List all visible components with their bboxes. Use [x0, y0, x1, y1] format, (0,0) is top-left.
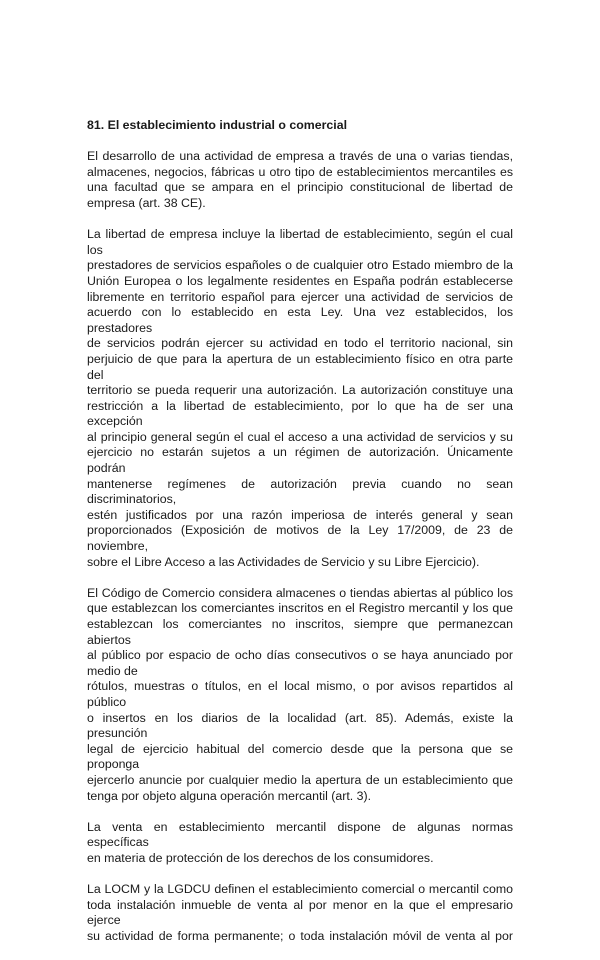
- paragraph: [87, 227, 513, 570]
- text-line: al público por espacio de ocho días consecutivos o se haya anunciado por: [87, 648, 513, 663]
- text-line: mantenerse regímenes de autorización previa cuando no sean discriminatorios,: [87, 476, 513, 507]
- text-line: perjuicio de que para la apertura de un establecimiento físico en otra parte del: [87, 351, 513, 382]
- paragraph: [87, 149, 513, 211]
- text-line: El Código de Comercio considera almacenes o tiendas abiertas al público los: [87, 585, 513, 600]
- paragraph-container: [87, 149, 513, 944]
- text-line: o insertos en los diarios de la localidad (art. 85). Además, existe la presunción: [87, 710, 513, 741]
- text-line: al principio general según el cual el acceso a una actividad de servicios y su: [87, 429, 513, 444]
- text-line: La LOCM y la LGDCU definen el establecimiento comercial o mercantil como: [87, 882, 513, 897]
- text-line: almacenes, negocios, fábricas u otro tipo de establecimientos mercantiles es: [87, 164, 513, 179]
- text-line: El desarrollo de una actividad de empresa a través de una o varias tiendas,: [87, 149, 513, 164]
- text-line: Unión Europea o los legalmente residentes en España podrán establecerse: [87, 273, 513, 288]
- paragraph: [87, 882, 513, 944]
- text-line: territorio se pueda requerir una autorización. La autorización constituye una: [87, 383, 513, 398]
- text-line: sobre el Libre Acceso a las Actividades de Servicio y su Libre Ejercicio).: [87, 554, 480, 569]
- paragraph: [87, 820, 513, 867]
- text-line: medio de: [87, 663, 138, 678]
- text-line: una facultad que se ampara en el principio constitucional de libertad de: [87, 180, 513, 195]
- text-line: de servicios podrán ejercer su actividad en todo el territorio nacional, sin: [87, 336, 513, 351]
- text-line: establezcan los comerciantes no inscritos, siempre que permanezcan abiertos: [87, 617, 513, 647]
- text-line: que establezcan los comerciantes inscritos en el Registro mercantil y los que: [87, 601, 513, 616]
- text-line: tenga por objeto alguna operación mercantil (art. 3).: [87, 788, 372, 803]
- text-line: toda instalación inmueble de venta al por menor en la que el empresario ejerce: [87, 897, 513, 928]
- text-line: La libertad de empresa incluye la libertad de establecimiento, según el cual los: [87, 227, 513, 257]
- text-line: legal de ejercicio habitual del comercio desde que la persona que se proponga: [87, 741, 513, 772]
- text-line: proporcionados (Exposición de motivos de la Ley 17/2009, de 23 de noviembre,: [87, 523, 513, 554]
- text-line: en materia de protección de los derechos de los consumidores.: [87, 850, 434, 865]
- text-line: ejercerlo anuncie por cualquier medio la apertura de un establecimiento que: [87, 772, 513, 787]
- paragraph: [87, 586, 513, 804]
- text-line: La venta en establecimiento mercantil dispone de algunas normas específicas: [87, 819, 513, 850]
- section-heading: 81. El establecimiento industrial o comercial: [87, 118, 347, 132]
- text-line: ejercicio no estarán sujetos a un régimen de autorización. Únicamente podrán: [87, 445, 513, 476]
- text-line: libremente en territorio español para ejercer una actividad de servicios de: [87, 289, 513, 304]
- text-line: empresa (art. 38 CE).: [87, 195, 206, 210]
- document-body: [87, 118, 513, 960]
- text-line: acuerdo con lo establecido en esta Ley. Una vez establecidos, los prestadores: [87, 305, 513, 335]
- text-line: restricción a la libertad de establecimiento, por lo que ha de ser una excepción: [87, 398, 513, 429]
- text-line: su actividad de forma permanente; o toda instalación móvil de venta al por: [87, 928, 513, 943]
- text-line: estén justificados por una razón imperiosa de interés general y sean: [87, 507, 513, 522]
- text-line: prestadores de servicios españoles o de cualquier otro Estado miembro de la: [87, 258, 513, 273]
- text-line: rótulos, muestras o títulos, en el local mismo, o por avisos repartidos al público: [87, 679, 513, 709]
